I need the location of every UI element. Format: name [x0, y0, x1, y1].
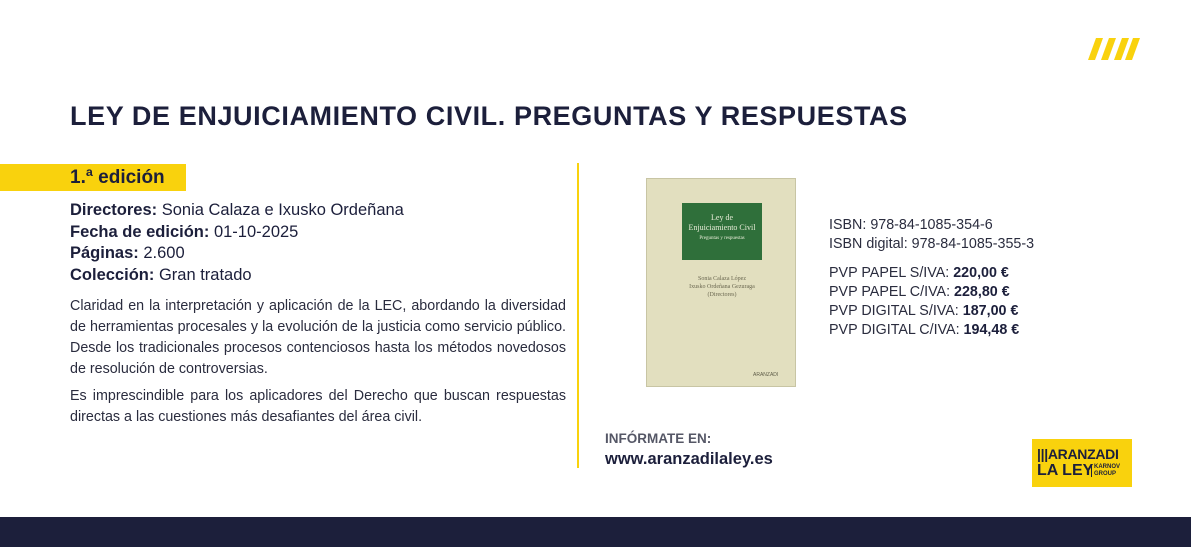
detail-value: Gran tratado — [154, 265, 252, 284]
price-label: PVP DIGITAL C/IVA: — [829, 322, 964, 338]
book-description — [70, 296, 566, 434]
page-title: LEY DE ENJUICIAMIENTO CIVIL. PREGUNTAS Y RESPUESTAS — [70, 101, 908, 131]
isbn-value: 978-84-1085-355-3 — [907, 236, 1035, 252]
isbn-digital-row — [829, 235, 1034, 254]
price-value: 228,80 € — [954, 284, 1010, 300]
detail-value: 01-10-2025 — [209, 222, 299, 241]
price-value: 220,00 € — [953, 265, 1009, 281]
cover-publisher: ARANZADI — [753, 372, 779, 378]
isbn-value: 978-84-1085-354-6 — [866, 217, 993, 233]
description-paragraph: Claridad en la interpretación y aplicación de la LEC, abordando la diversidad de herramientas procesales y la evolución de la justicia como servicio público. Desde los tradicionales procesos contenciosos hasta los métodos novedosos de resolución de controversias. — [70, 298, 566, 377]
price-value: 187,00 € — [962, 303, 1019, 319]
cover-title-box — [682, 203, 762, 260]
detail-value: Sonia Calaza e Ixusko Ordeñana — [157, 201, 404, 219]
divider — [577, 163, 579, 468]
cover-title-line: Enjuiciamiento Civil — [688, 223, 756, 232]
logo-text: GROUP — [1094, 470, 1117, 477]
detail-label: Fecha de edición: — [70, 222, 210, 241]
website-link[interactable]: www.aranzadilaley.es — [605, 450, 773, 468]
detail-value: 2.600 — [138, 244, 185, 262]
detail-label: Directores: — [70, 201, 158, 219]
isbn-row — [829, 216, 1034, 235]
logo-text: ARANZADI — [1047, 446, 1119, 462]
detail-label: Colección: — [70, 265, 155, 284]
info-label: INFÓRMATE EN: — [605, 431, 712, 446]
price-label: PVP PAPEL C/IVA: — [829, 284, 955, 300]
yellow-slashes-icon — [1088, 38, 1140, 60]
logo-group — [1091, 464, 1120, 477]
cover-subtitle: Preguntas y respuestas — [699, 236, 745, 241]
footer-bar — [0, 517, 1191, 547]
isbn-label: ISBN digital: — [829, 236, 908, 252]
cover-author: Ixusko Ordeñana Gezuraga — [689, 284, 755, 290]
detail-directors — [70, 200, 404, 222]
edition-label: 1.ª edición — [70, 167, 165, 188]
logo-line: LA LEY — [1037, 462, 1094, 479]
price-row — [829, 302, 1034, 321]
book-details — [70, 200, 404, 286]
price-label: PVP DIGITAL S/IVA: — [829, 303, 963, 319]
price-row — [829, 264, 1034, 283]
cover-author: Sonia Calaza López — [698, 276, 746, 282]
cover-title-line: Ley de — [711, 213, 733, 222]
logo-text: KARNOV — [1094, 464, 1121, 470]
cover-title — [682, 213, 762, 233]
price-row — [829, 321, 1034, 340]
detail-collection — [70, 265, 404, 287]
price-value: 194,48 € — [963, 322, 1020, 338]
price-label: PVP PAPEL S/IVA: — [829, 265, 954, 281]
detail-pages — [70, 243, 404, 265]
logo-line: |||ARANZADI — [1037, 446, 1119, 462]
detail-label: Páginas: — [70, 244, 139, 262]
price-row — [829, 283, 1034, 302]
isbn-label: ISBN: — [829, 217, 867, 233]
edition-badge — [0, 164, 186, 191]
detail-date — [70, 222, 404, 244]
publisher-logo — [1032, 439, 1132, 487]
cover-authors — [647, 275, 797, 299]
description-paragraph: Es imprescindible para los aplicadores del Derecho que buscan respuestas directas a las cuestiones más desafiantes del área civil. — [70, 388, 566, 425]
book-cover — [646, 178, 796, 387]
cover-role: (Directores) — [707, 292, 737, 298]
book-info — [829, 216, 1034, 340]
